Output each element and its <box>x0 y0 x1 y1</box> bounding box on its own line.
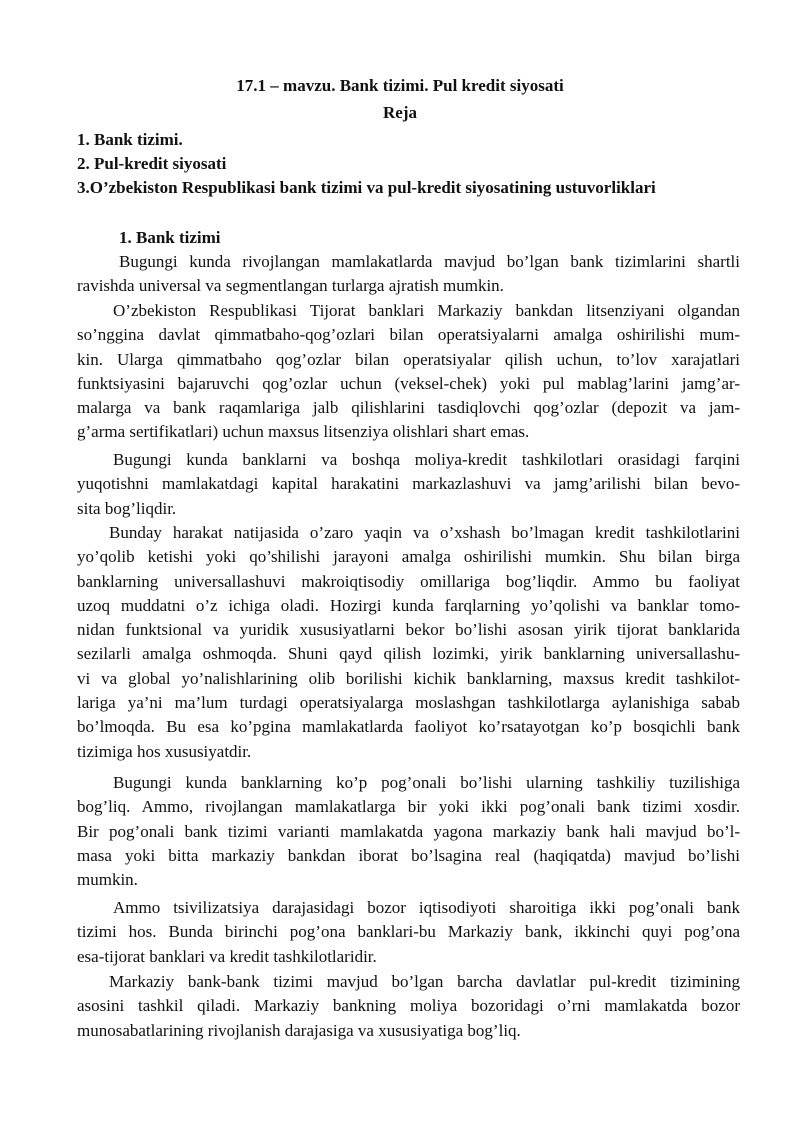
plan-item-3: 3.O’zbekiston Respublikasi bank tizimi va pul-kredit siyosatining ustuvorliklari <box>77 178 656 197</box>
paragraph-line: masa yoki bitta markaziy bankdan iborat bo’lsagina real (haqiqatda) mavjud bo’lishi <box>77 845 740 865</box>
paragraph-line: tizimi hos. Bunda birinchi pog’ona banklari-bu Markaziy bank, ikkinchi quyi pog’ona <box>77 922 740 942</box>
paragraph-line: Ammo tsivilizatsiya darajasidagi bozor iqtisodiyoti sharoitiga ikki pog’onali bank <box>113 898 740 917</box>
paragraph-1 <box>77 250 740 299</box>
paragraph-4 <box>77 521 740 764</box>
paragraph-line: munosabatlarining rivojlanish darajasiga va xususiyatiga bog’liq. <box>77 1020 521 1040</box>
paragraph-7 <box>77 970 740 1043</box>
paragraph-line: Bugungi kunda banklarning ko’p pog’onali bo’lishi ularning tashkiliy tuzilishiga <box>113 773 740 792</box>
paragraph-line: uzoq muddatni o’z ichiga oladi. Hozirgi kunda farqlarning yo’qolishi va banklar tomo- <box>77 595 740 615</box>
paragraph-3 <box>77 448 740 521</box>
paragraph-line: Bugungi kunda rivojlangan mamlakatlarda mavjud bo’lgan bank tizimlarini shartli <box>119 252 740 271</box>
section-heading: 1. Bank tizimi <box>119 228 221 247</box>
paragraph-line: bog’liq. Ammo, rivojlangan mamlakatlarga bir yoki ikki pog’onali bank tizimi xosdir. <box>77 797 740 817</box>
paragraph-line: Bunday harakat natijasida o’zaro yaqin va o’xshash bo’lmagan kredit tashkilotlarini <box>109 523 740 542</box>
paragraph-line: nidan funktsional va yuridik xususiyatlarni bekor bo’lishi asosan yirik tijorat banklarida <box>77 620 740 640</box>
paragraph-line: banklarning universallashuvi makroiqtisodiy omillariga bog’liqdir. Ammo bu faoliyat <box>77 571 740 591</box>
paragraph-line: mumkin. <box>77 870 138 890</box>
paragraph-line: vi va global yo’nalishlarining olib borilishi kichik banklarning, maxsus kredit tashkilot- <box>77 668 740 688</box>
paragraph-line: asosini tashkil qiladi. Markaziy bankning moliya bozoridagi o’rni mamlakatda bozor <box>77 996 740 1016</box>
paragraph-line: sita bog’liqdir. <box>77 498 177 518</box>
paragraph-line: malarga va bank raqamlariga jalb qilishlarini tasdiqlovchi qog’ozlar (depozit va jam- <box>77 398 740 418</box>
paragraph-5 <box>77 771 740 892</box>
paragraph-line: tizimiga hos xususiyatdir. <box>77 741 252 761</box>
paragraph-line: funktsiyasini bajaruvchi qog’ozlar uchun (veksel-chek) yoki pul mablag’larini jamg’ar- <box>77 373 740 393</box>
paragraph-line: so’nggina davlat qimmatbaho-qog’ozlari bilan operatsiyalarni amalga oshirilishi mum- <box>77 325 740 345</box>
paragraph-line: Bir pog’onali bank tizimi varianti mamlakatda yagona markaziy bank hali mavjud bo’l- <box>77 821 740 841</box>
paragraph-2 <box>77 299 740 445</box>
paragraph-line: ravishda universal va segmentlangan turlarga ajratish mumkin. <box>77 276 504 296</box>
paragraph-line: yo’qolib ketishi yoki qo’shilishi jarayoni amalga oshirilishi mumkin. Shu bilan birga <box>77 547 740 567</box>
paragraph-line: bo’lmoqda. Bu esa ko’pgina mamlakatlarda faoliyot ko’rsatayotgan ko’p bosqichli bank <box>77 717 740 737</box>
paragraph-line: lariga ya’ni ma’lum turdagi operatsiyalarga moslashgan tashkilotlarga aylanishiga sabab <box>77 693 740 713</box>
paragraph-line: esa-tijorat banklari va kredit tashkilotlaridir. <box>77 946 377 966</box>
paragraph-line: Bugungi kunda banklarni va boshqa moliya-kredit tashkilotlari orasidagi farqini <box>113 450 740 469</box>
paragraph-line: Markaziy bank-bank tizimi mavjud bo’lgan barcha davlatlar pul-kredit tizimining <box>109 972 740 991</box>
paragraph-line: O’zbekiston Respublikasi Tijorat banklari Markaziy bankdan litsenziyani olgandan <box>113 301 740 320</box>
paragraph-line: sezilarli amalga oshmoqda. Shuni qayd qilish lozimki, yirik banklarning universallashu- <box>77 644 740 664</box>
paragraph-line: kin. Ularga qimmatbaho qog’ozlar bilan operatsiyalar qilish uchun, to’lov xarajatlari <box>77 349 740 369</box>
plan-item-1: 1. Bank tizimi. <box>77 130 183 149</box>
plan-item-2: 2. Pul-kredit siyosati <box>77 154 227 173</box>
document-title: 17.1 – mavzu. Bank tizimi. Pul kredit siyosati <box>236 76 564 95</box>
paragraph-line: yuqotishni mamlakatdagi kapital harakatini markazlashuvi va jamg’arilishi bilan bevo- <box>77 474 740 494</box>
paragraph-line: g’arma sertifikatlari) uchun maxsus litsenziya olishlari shart emas. <box>77 422 530 442</box>
paragraph-6 <box>77 896 740 969</box>
plan-heading: Reja <box>383 103 417 122</box>
